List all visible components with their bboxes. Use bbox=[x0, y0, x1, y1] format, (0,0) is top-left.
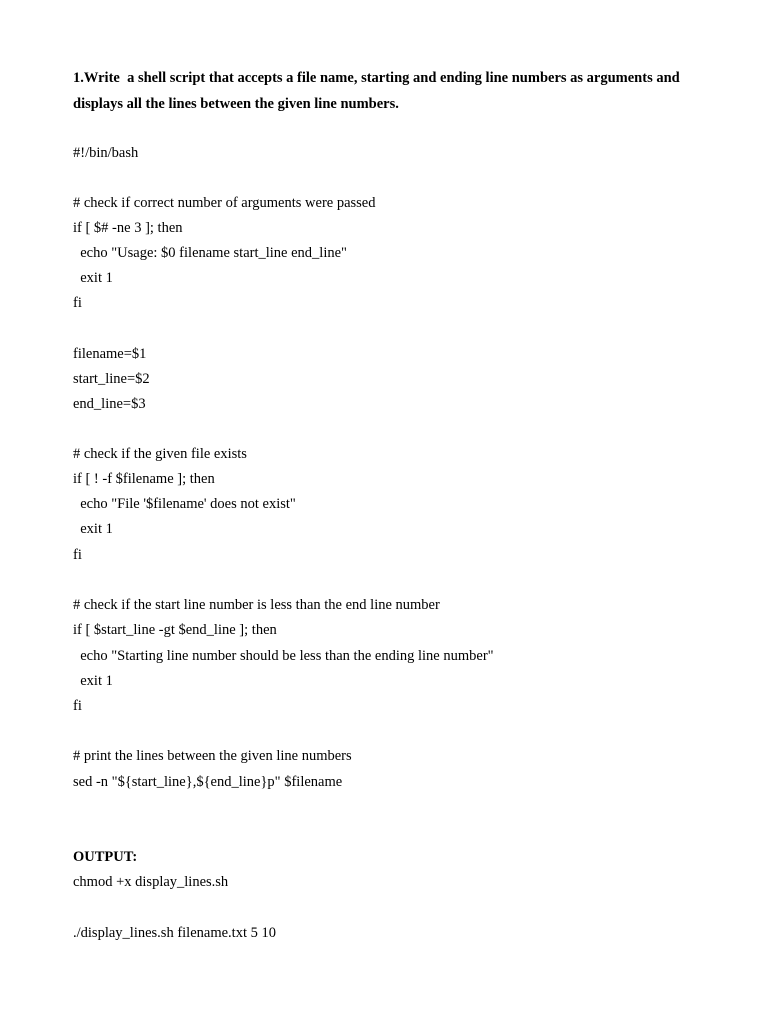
code-line: filename=$1 bbox=[73, 346, 147, 362]
code-line: if [ ! -f $filename ]; then bbox=[73, 471, 215, 487]
output-line: chmod +x display_lines.sh bbox=[73, 874, 229, 890]
code-line: fi bbox=[73, 547, 82, 563]
code-line: echo "File '$filename' does not exist" bbox=[73, 496, 296, 512]
code-line: echo "Starting line number should be less than the ending line number" bbox=[73, 648, 494, 664]
code-line: exit 1 bbox=[73, 270, 113, 286]
code-line: if [ $# -ne 3 ]; then bbox=[73, 220, 183, 236]
code-line: #!/bin/bash bbox=[73, 145, 139, 161]
output-label: OUTPUT: bbox=[73, 849, 138, 865]
code-line: end_line=$3 bbox=[73, 396, 146, 412]
code-line: # print the lines between the given line numbers bbox=[73, 748, 352, 764]
code-line: # check if the given file exists bbox=[73, 446, 247, 462]
output-line: ./display_lines.sh filename.txt 5 10 bbox=[73, 925, 276, 941]
code-line: echo "Usage: $0 filename start_line end_line" bbox=[73, 245, 347, 261]
question-heading: 1.Write a shell script that accepts a file name, starting and ending line numbers as arguments and displays all the lines between the given line numbers. bbox=[73, 70, 684, 112]
code-line: start_line=$2 bbox=[73, 371, 150, 387]
code-line: sed -n "${start_line},${end_line}p" $filename bbox=[73, 774, 343, 790]
code-line: # check if the start line number is less than the end line number bbox=[73, 597, 440, 613]
code-line: if [ $start_line -gt $end_line ]; then bbox=[73, 622, 277, 638]
code-line: fi bbox=[73, 698, 82, 714]
code-line: exit 1 bbox=[73, 673, 113, 689]
code-line: fi bbox=[73, 295, 82, 311]
code-line: exit 1 bbox=[73, 521, 113, 537]
code-line: # check if correct number of arguments were passed bbox=[73, 195, 376, 211]
